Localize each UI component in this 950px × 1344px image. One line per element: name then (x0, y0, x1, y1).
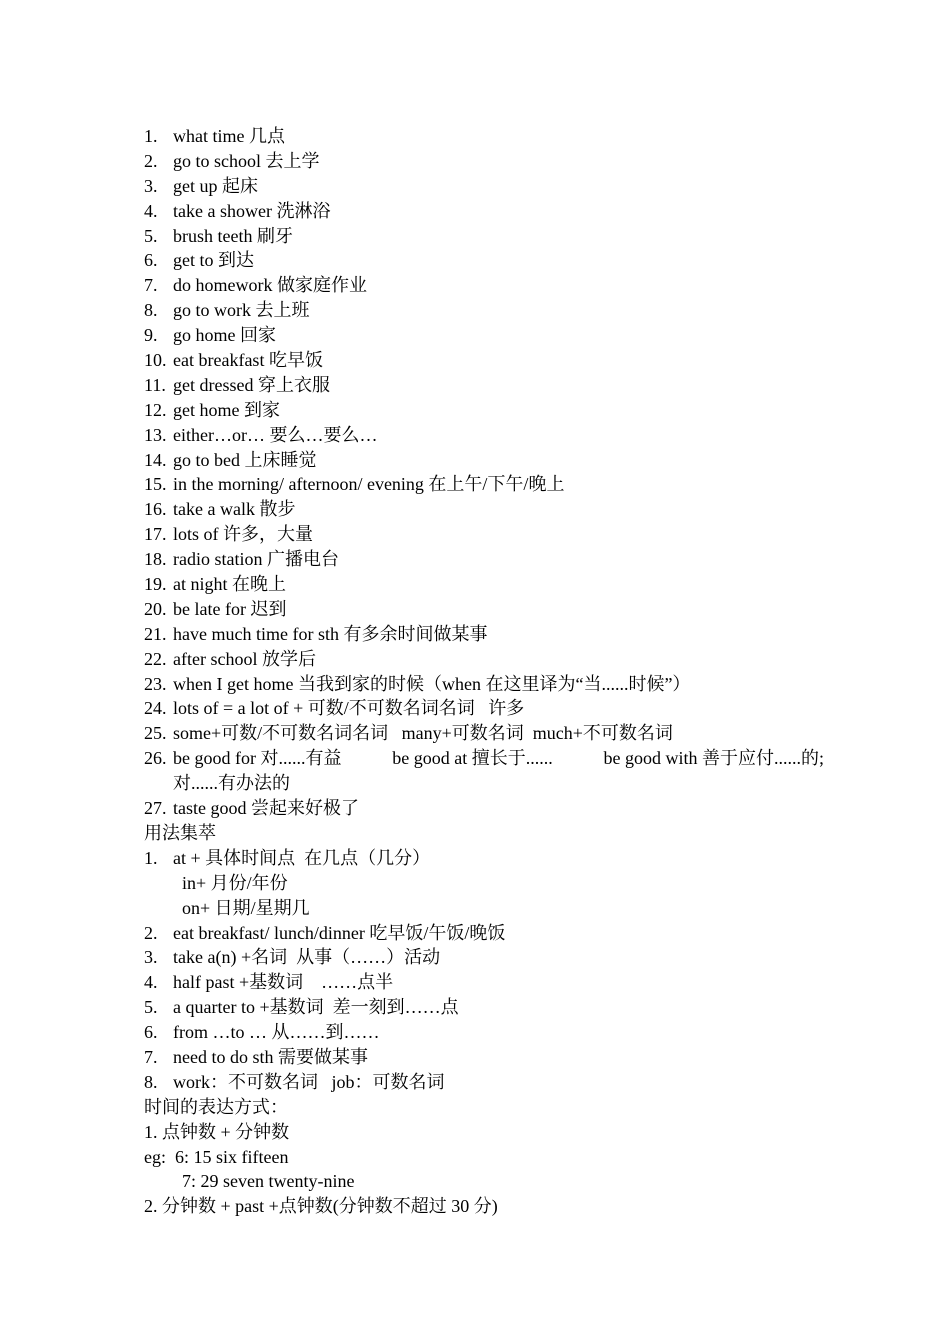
item-number: 19. (144, 574, 167, 595)
item-text: do homework 做家庭作业 (173, 275, 367, 296)
item-number: 12. (144, 399, 167, 420)
item-text: go to school 去上学 (173, 150, 320, 171)
list-item (144, 398, 824, 423)
item-text: get home 到家 (173, 399, 280, 420)
item-text: need to do sth 需要做某事 (173, 1046, 368, 1067)
item-number: 7. (144, 275, 158, 296)
usage-item-1 (144, 846, 824, 871)
list-item (144, 373, 824, 398)
item-number: 5. (144, 997, 158, 1018)
list-item (144, 472, 824, 497)
item-number: 26. (144, 748, 167, 769)
item-number: 8. (144, 300, 158, 321)
list-item (144, 497, 824, 522)
item-number: 1. (144, 126, 158, 146)
item-number: 1. (144, 847, 158, 868)
list-item (144, 298, 824, 323)
item-number: 13. (144, 424, 167, 445)
usage-item (144, 970, 824, 995)
item-number: 10. (144, 350, 167, 371)
item-number: 16. (144, 499, 167, 520)
phrase-list (144, 124, 824, 746)
item-number: 2. (144, 150, 158, 171)
item-number: 18. (144, 549, 167, 570)
list-item (144, 448, 824, 473)
list-item (144, 348, 824, 373)
item-text: a quarter to +基数词 差一刻到……点 (173, 997, 459, 1018)
list-item (144, 174, 824, 199)
item-text: from …to … 从……到…… (173, 1022, 380, 1043)
list-item (144, 224, 824, 249)
usage-heading: 用法集萃 (144, 822, 216, 843)
time-example-1: eg: 6: 15 six fifteen (144, 1146, 289, 1167)
item-number: 4. (144, 972, 158, 993)
list-item-27 (144, 796, 824, 821)
list-item (144, 522, 824, 547)
item-number: 2. (144, 922, 158, 943)
item-text: be late for 迟到 (173, 598, 287, 619)
item-text: work：不可数名词 job：可数名词 (173, 1071, 445, 1092)
list-item (144, 721, 824, 746)
item-number: 22. (144, 648, 167, 669)
usage-item (144, 1020, 824, 1045)
item-number: 9. (144, 325, 158, 346)
time-expression-rule-1: 1. 点钟数 + 分钟数 (144, 1121, 290, 1142)
item-number: 23. (144, 673, 167, 694)
item-text: go to work 去上班 (173, 300, 310, 321)
time-example-2: 7: 29 seven twenty-nine (182, 1171, 355, 1192)
item-26-continuation: 对......有办法的 (173, 773, 290, 794)
list-item-26 (144, 746, 824, 771)
item-number: 11. (144, 374, 166, 395)
list-item (144, 572, 824, 597)
usage-item-1-sub-on: on+ 日期/星期几 (182, 897, 310, 918)
item-text: take a(n) +名词 从事（……）活动 (173, 947, 441, 968)
item-text: at night 在晚上 (173, 574, 286, 595)
list-item (144, 696, 824, 721)
item-text: eat breakfast 吃早饭 (173, 350, 323, 371)
item-number: 3. (144, 175, 158, 196)
item-text: get dressed 穿上衣服 (173, 374, 330, 395)
usage-list (144, 921, 824, 1095)
item-text: go home 回家 (173, 325, 276, 346)
item-text: taste good 尝起来好极了 (173, 798, 359, 819)
time-expression-rule-2: 2. 分钟数 + past +点钟数(分钟数不超过 30 分) (144, 1196, 498, 1217)
time-expression-heading: 时间的表达方式： (144, 1096, 288, 1117)
item-number: 14. (144, 449, 167, 470)
list-item (144, 597, 824, 622)
item-number: 7. (144, 1046, 158, 1067)
item-text: after school 放学后 (173, 648, 316, 669)
item-26-part2: be good at 擅长于...... (392, 748, 553, 769)
list-item (144, 323, 824, 348)
item-text: brush teeth 刷牙 (173, 225, 293, 246)
item-text: eat breakfast/ lunch/dinner 吃早饭/午饭/晚饭 (173, 922, 506, 943)
item-text: what time 几点 (173, 126, 285, 146)
item-text: lots of 许多，大量 (173, 524, 314, 545)
item-text: get to 到达 (173, 250, 254, 271)
item-text: half past +基数词 ……点半 (173, 972, 394, 993)
list-item (144, 199, 824, 224)
item-number: 6. (144, 250, 158, 271)
item-number: 20. (144, 598, 167, 619)
usage-item (144, 945, 824, 970)
usage-item (144, 921, 824, 946)
item-number: 4. (144, 200, 158, 221)
usage-item (144, 1045, 824, 1070)
item-number: 15. (144, 474, 167, 495)
list-item (144, 248, 824, 273)
item-text: get up 起床 (173, 175, 258, 196)
item-text: either…or… 要么…要么… (173, 424, 378, 445)
item-26-part1: be good for 对......有益 (173, 748, 342, 769)
item-number: 17. (144, 524, 167, 545)
item-number: 6. (144, 1022, 158, 1043)
item-text: when I get home 当我到家的时候（when 在这里译为“当......时候”） (173, 673, 691, 694)
item-text: go to bed 上床睡觉 (173, 449, 317, 470)
list-item (144, 124, 824, 149)
item-text: take a walk 散步 (173, 499, 296, 520)
list-item (144, 547, 824, 572)
item-text: lots of = a lot of + 可数/不可数名词名词 许多 (173, 698, 525, 719)
usage-item (144, 1070, 824, 1095)
list-item (144, 149, 824, 174)
document-body (144, 124, 824, 1219)
list-item (144, 672, 824, 697)
item-text: at + 具体时间点 在几点（几分） (173, 847, 431, 868)
usage-item-1-sub-in: in+ 月份/年份 (182, 872, 288, 893)
list-item (144, 647, 824, 672)
item-number: 27. (144, 798, 167, 819)
item-text: some+可数/不可数名词名词 many+可数名词 much+不可数名词 (173, 723, 673, 744)
item-text: in the morning/ afternoon/ evening 在上午/下午/晚上 (173, 474, 565, 495)
list-item (144, 273, 824, 298)
item-number: 24. (144, 698, 167, 719)
item-number: 8. (144, 1071, 158, 1092)
item-text: have much time for sth 有多余时间做某事 (173, 623, 488, 644)
list-item (144, 423, 824, 448)
list-item (144, 622, 824, 647)
usage-item (144, 995, 824, 1020)
item-number: 25. (144, 723, 167, 744)
item-text: radio station 广播电台 (173, 549, 339, 570)
item-number: 5. (144, 225, 158, 246)
item-text: take a shower 洗淋浴 (173, 200, 331, 221)
item-number: 21. (144, 623, 167, 644)
item-number: 3. (144, 947, 158, 968)
item-26-part3: be good with 善于应付......的; (603, 748, 824, 769)
